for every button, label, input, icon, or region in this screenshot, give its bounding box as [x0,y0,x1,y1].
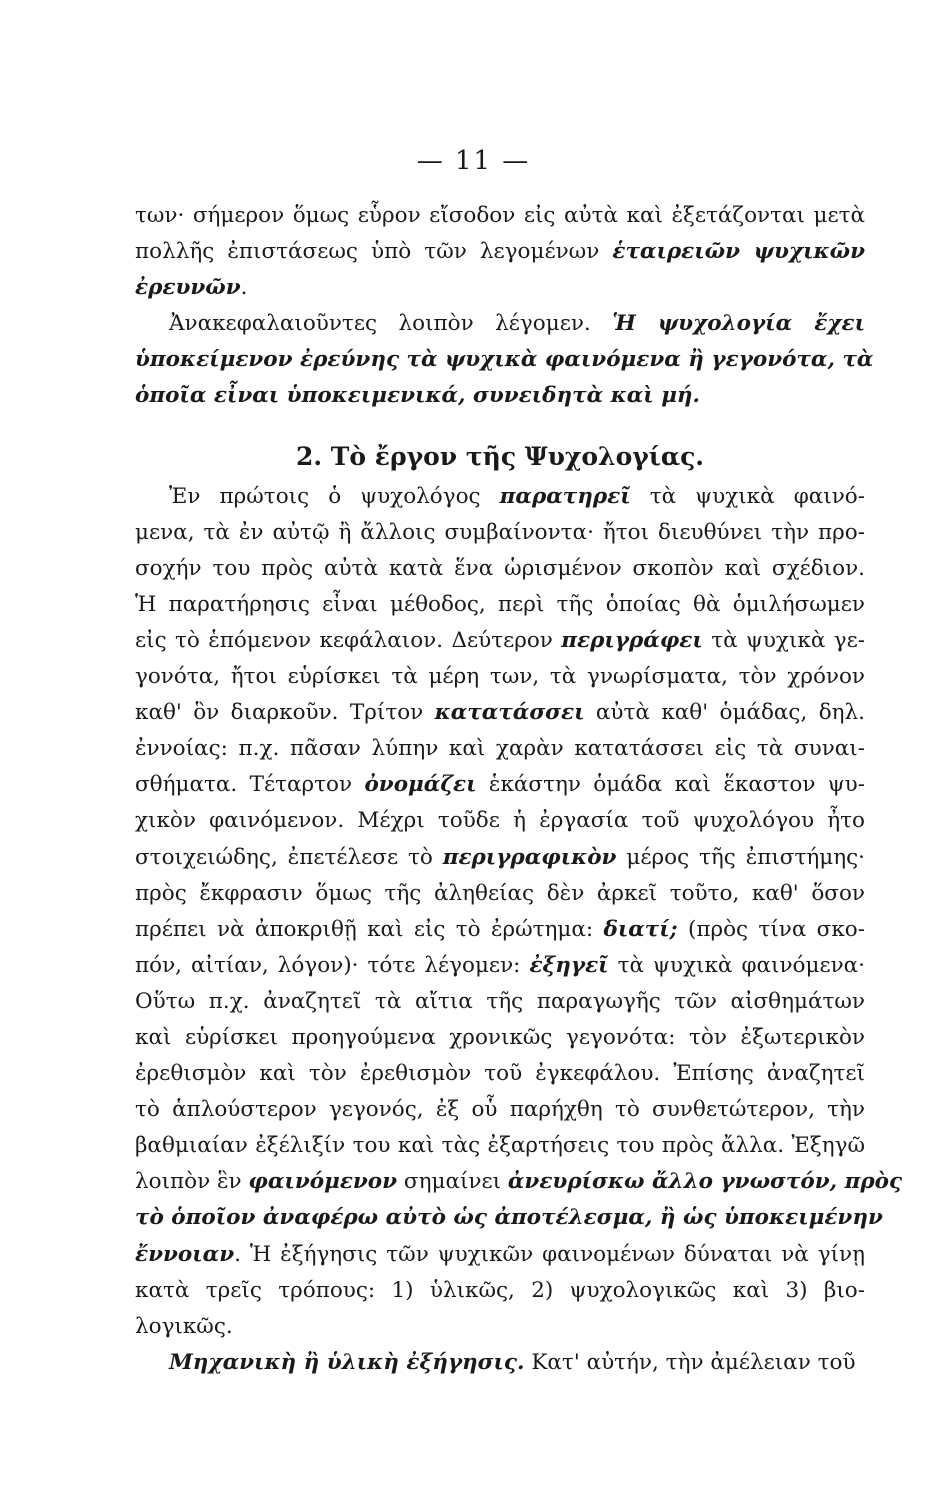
text-block [135,198,903,1381]
body-text: πολλῆς ἐπιστάσεως ὑπὸ τῶν λεγομένων [135,239,613,265]
text-line [135,1345,865,1381]
emphasis-text: διατί; [603,916,678,942]
body-text: χικὸν φαινόμενον. Μέχρι τοῦδε ἡ ἐργασία τοῦ ψυχολόγου ἦτο [135,808,865,834]
body-text: ἐρεθισμὸν καὶ τὸν ἐρεθισμὸν τοῦ ἐγκεφάλου. Ἐπίσης ἀναζητεῖ [135,1061,865,1087]
paragraph-intro [135,198,874,415]
text-line [135,1164,903,1200]
text-line [135,234,865,270]
text-line [135,695,865,731]
body-text: (πρὸς τίνα σκο- [677,916,866,942]
text-line [135,1128,865,1164]
emphasis-text: ἔννοιαν [135,1241,235,1267]
body-text: Ἐν πρώτοις ὁ ψυχολόγος [169,483,500,509]
text-line [135,623,865,659]
body-text: των· σήμερον ὅμως εὗρον εἴσοδον εἰς αὐτὰ καὶ ἐξετάζονται μετὰ [135,203,865,228]
body-text: μέρος τῆς ἐπιστήμης· [616,844,865,870]
body-text: Ἀνακεφαλαιοῦντες λοιπὸν λέγομεν. [169,311,613,337]
text-line [135,306,865,342]
text-line [135,587,865,623]
body-text: τὸ ἁπλούστερον γεγονός, ἐξ οὗ παρήχθη τὸ συνθετώτερον, τὴν [135,1097,865,1123]
body-text: κατὰ τρεῖς τρόπους: 1) ὑλικῶς, 2) ψυχολογικῶς καὶ 3) βιο- [135,1277,865,1303]
text-line [135,984,865,1020]
body-text: μενα, τὰ ἐν αὐτῷ ἢ ἄλλοις συμβαίνοντα· ἤτοι διευθύνει τὴν προ- [135,519,865,545]
emphasis-text: ἐρευνῶν [135,275,241,301]
emphasis-text: ὁποῖα εἶναι ὑποκειμενικά, συνειδητὰ καὶ μή. [135,383,701,409]
body-text: βαθμιαίαν ἐξέλιξίν του καὶ τὰς ἐξαρτήσεις του πρὸς ἄλλα. Ἐξηγῶ [135,1133,865,1159]
body-text: στοιχειώδης, ἐπετέλεσε τὸ [135,844,443,870]
text-line [135,948,865,984]
text-line [135,876,865,912]
text-line [135,1020,865,1056]
body-text: εἰς τὸ ἑπόμενον κεφάλαιον. Δεύτερον [135,627,562,653]
text-line [135,1237,865,1273]
emphasis-text: κατατάσσει [434,700,585,726]
body-text: ἑκάστην ὁμάδα καὶ ἕκαστον ψυ- [476,772,865,798]
body-text: τὰ ψυχικὰ φαινό- [630,483,865,509]
body-text: σοχήν του πρὸς αὐτὰ κατὰ ἕνα ὡρισμένον σκοπὸν καὶ σχέδιον. [135,555,865,581]
body-text: πρέπει νὰ ἀποκριθῇ καὶ εἰς τὸ ἐρώτημα: [135,916,604,942]
emphasis-text: Ἡ ψυχολογία ἔχει [612,311,865,337]
text-line [135,1200,883,1236]
text-line [135,342,874,378]
text-line [135,1309,865,1345]
text-line [135,1273,865,1309]
body-text: γονότα, ἤτοι εὑρίσκει τὰ μέρη των, τὰ γνωρίσματα, τὸν χρόνον [135,664,865,690]
body-text: σημαίνει [397,1169,508,1195]
body-text: τὰ ψυχικὰ φαινόμενα· [608,952,866,978]
body-text: Οὕτω π.χ. ἀναζητεῖ τὰ αἴτια τῆς παραγωγῆς τῶν αἰσθημάτων [135,988,865,1014]
emphasis-text: ἐξηγεῖ [529,952,609,978]
text-line [135,840,865,876]
text-line [135,479,865,515]
emphasis-text: φαινόμενον [248,1169,398,1195]
page-number: — 11 — [416,146,531,176]
emphasis-text: περιγράφει [561,627,703,653]
text-line [135,1056,865,1092]
text-line [135,378,865,414]
text-line [135,803,865,839]
section-heading: 2. Τὸ ἔργον τῆς Ψυχολογίας. [295,441,705,471]
body-text: Ἡ παρατήρησις εἶναι μέθοδος, περὶ τῆς ὁποίας θὰ ὁμιλήσωμεν [135,591,865,617]
body-text: Κατ' αὐτήν, τὴν ἀμέλειαν τοῦ [524,1349,856,1375]
text-line [135,659,865,695]
body-text: . [240,275,248,301]
body-text: καθ' ὃν διαρκοῦν. Τρίτον [135,700,435,726]
body-text: καὶ εὑρίσκει προηγούμενα χρονικῶς γεγονότα: τὸν ἐξωτερικὸν [135,1024,865,1050]
body-text: τὰ ψυχικὰ γε- [702,627,866,653]
emphasis-text: ἑταιρειῶν ψυχικῶν [612,239,865,265]
emphasis-text: τὸ ὁποῖον ἀναφέρω αὐτὸ ὡς ἀποτέλεσμα, ἢ ὡς ὑποκειμένην [135,1205,883,1231]
body-text: σθήματα. Τέταρτον [135,772,365,798]
text-line [135,198,865,234]
text-line [135,731,865,767]
emphasis-text: Μηχανικὴ ἢ ὑλικὴ ἐξήγησις. [169,1349,525,1375]
emphasis-text: ὑποκείμενον ἐρεύνης τὰ ψυχικὰ φαινόμενα ἢ γεγονότα, τὰ [135,347,874,373]
emphasis-text: ὀνομάζει [364,772,477,798]
text-line [135,767,865,803]
body-text: ἐννοίας: π.χ. πᾶσαν λύπην καὶ χαρὰν κατατάσσει εἰς τὰ συναι- [135,736,865,762]
body-text: λοιπὸν ἓν [135,1169,249,1195]
body-text: λογικῶς. [135,1313,233,1339]
paragraph-main [135,479,903,1381]
body-text: . Ἡ ἐξήγησις τῶν ψυχικῶν φαινομένων δύναται νὰ γίνῃ [234,1241,865,1267]
text-line [135,551,865,587]
emphasis-text: ἀνευρίσκω ἄλλο γνωστόν, πρὸς [507,1169,903,1195]
text-line [135,1092,865,1128]
text-line [135,515,865,551]
text-line [135,270,865,306]
body-text: αὐτὰ καθ' ὁμάδας, δηλ. [584,700,865,726]
body-text: πρὸς ἔκφρασιν ὅμως τῆς ἀληθείας δὲν ἀρκεῖ τοῦτο, καθ' ὅσον [135,880,865,906]
emphasis-text: περιγραφικὸν [442,844,617,870]
text-line [135,912,865,948]
emphasis-text: παρατηρεῖ [499,483,631,509]
body-text: πόν, αἰτίαν, λόγον)· τότε λέγομεν: [135,952,530,978]
